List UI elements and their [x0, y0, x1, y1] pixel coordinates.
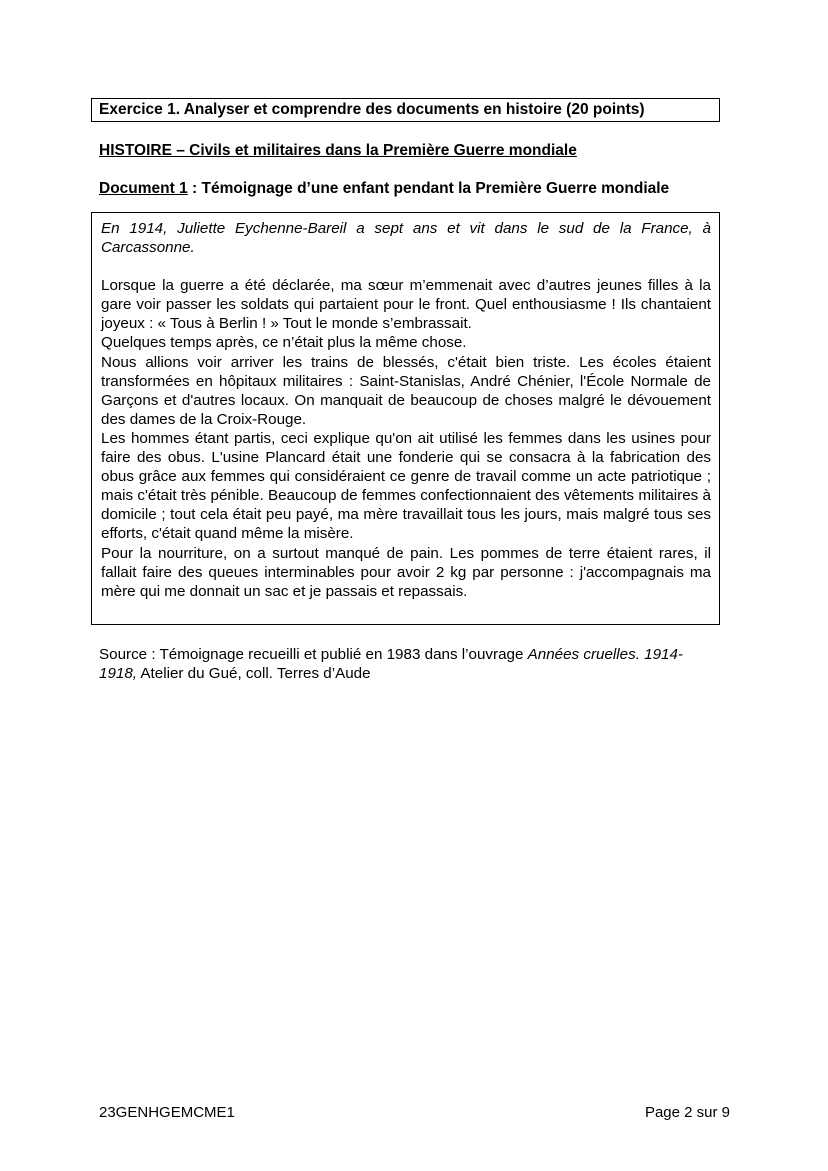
testimony-paragraph: Quelques temps après, ce n’était plus la même chose. [101, 334, 467, 352]
testimony-paragraph: Pour la nourriture, on a surtout manqué de pain. Les pommes de terre étaient rares, il fallait faire des queues interminables pour avoir 2 kg par personne : j'accompagnais ma mère qui me donnait un sac et je passais et repassais. [101, 544, 711, 600]
testimony-paragraph: Les hommes étant partis, ceci explique qu'on ait utilisé les femmes dans les usines pour faire des obus. L'usine Plancard était une fonderie qui se consacra à la fabrication des obus grâce aux femmes qui considéraient ce genre de travail comme un acte patriotique ; mais c'était très pénible. Beaucoup de femmes confectionnaient des vêtements militaires à domicile ; tout cela était peu payé, ma mère travaillait tous les jours, mais malgré tous ses efforts, c'était quand même la misère. [101, 429, 711, 543]
source-prefix: Source : Témoignage recueilli et publié en 1983 dans l’ouvrage [99, 646, 528, 663]
document-title [99, 179, 669, 199]
theme-heading [99, 141, 577, 161]
exercise-heading: Exercice 1. Analyser et comprendre des documents en histoire (20 points) [91, 98, 720, 122]
document-title-text: : Témoignage d’une enfant pendant la Première Guerre mondiale [187, 180, 670, 197]
testimony-intro: En 1914, Juliette Eychenne-Bareil a sept ans et vit dans le sud de la France, à Carcassonne. [101, 220, 711, 257]
testimony-paragraph: Nous allions voir arriver les trains de blessés, c'était bien triste. Les écoles étaient transformées en hôpitaux militaires : Saint-Stanislas, André Chénier, l'École Normale de Garçons et d'autres locaux. On manquait de beaucoup de choses malgré le dévouement des dames de la Croix-Rouge. [101, 353, 711, 428]
source-suffix: Atelier du Gué, coll. Terres d’Aude [137, 665, 371, 682]
theme-heading-text: HISTOIRE – Civils et militaires dans la Première Guerre mondiale [99, 142, 577, 159]
testimony-box [91, 212, 720, 625]
document-label: Document 1 [99, 180, 188, 197]
testimony-paragraph: Lorsque la guerre a été déclarée, ma sœur m’emmenait avec d’autres jeunes filles à la gare voir passer les soldats qui partaient pour le front. Quel enthousiasme ! Ils chantaient joyeux : « Tous à Berlin ! » Tout le monde s’embrassait. [101, 277, 711, 333]
source-citation [99, 645, 719, 683]
footer-exam-code: 23GENHGEMCME1 [99, 1104, 235, 1121]
footer-page-number: Page 2 sur 9 [644, 1104, 730, 1121]
source-work-title: Années cruelles. 1914-1918, [99, 646, 683, 682]
